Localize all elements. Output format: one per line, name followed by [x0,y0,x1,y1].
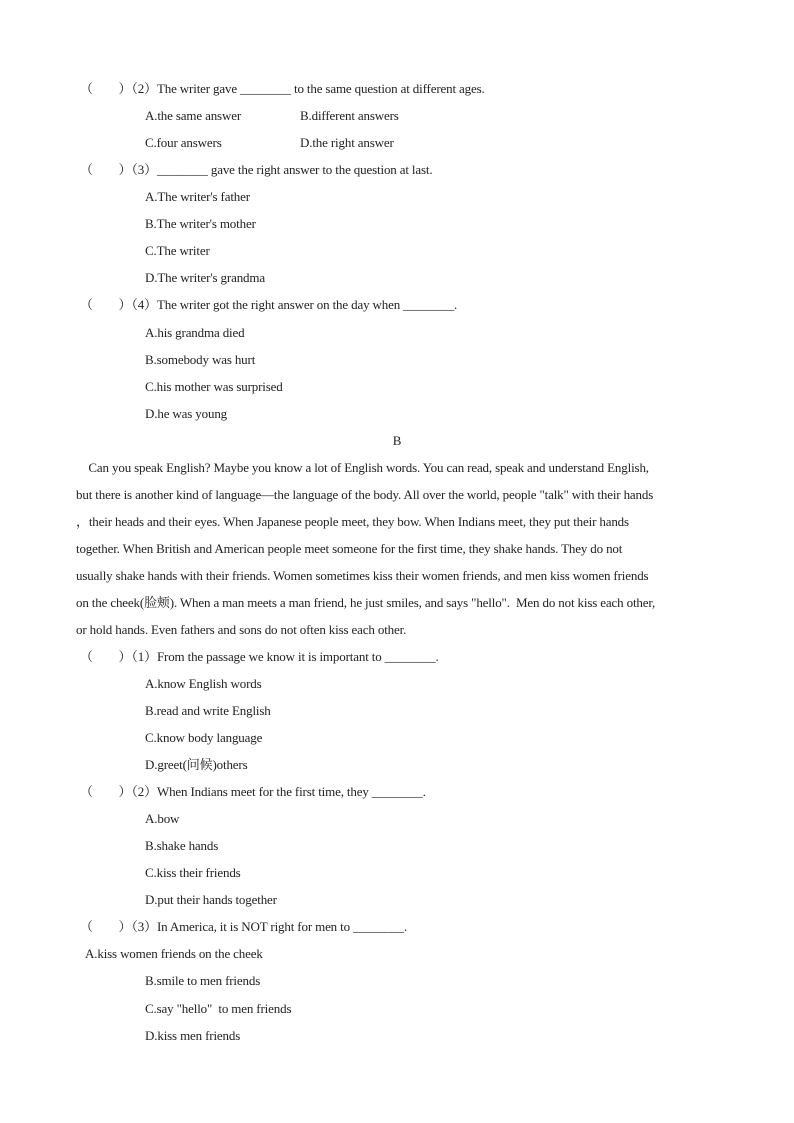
option-a3-b: B.The writer's mother [145,216,256,231]
option-b2-c: C.kiss their friends [145,865,241,880]
option-a4-b: B.somebody was hurt [145,352,256,367]
question-b2: （ ）（2）When Indians meet for the first time, they ________. [80,784,426,799]
option-a2-b: B.different answers [300,108,399,123]
question-b3: （ ）（3）In America, it is NOT right for men to ________. [80,919,407,934]
option-a2-a: A.the same answer [145,108,241,123]
option-a3-c: C.The writer [145,243,210,258]
option-b1-a: A.know English words [145,676,262,691]
option-b1-d: D.greet(问候)others [145,757,248,772]
passage-line: or hold hands. Even fathers and sons do not often kiss each other. [76,622,407,637]
option-a3-a: A.The writer's father [145,189,250,204]
question-a3: （ ）（3）________ gave the right answer to the question at last. [80,162,433,177]
option-b3-a: A.kiss women friends on the cheek [85,946,263,961]
option-a4-c: C.his mother was surprised [145,379,283,394]
passage-line: but there is another kind of language—the language of the body. All over the world, people "talk" with their hands [76,487,654,502]
option-b1-b: B.read and write English [145,703,271,718]
passage-line: together. When British and American people meet someone for the first time, they shake hands. They do not [76,541,623,556]
option-b3-c: C.say "hello" to men friends [145,1001,292,1016]
option-b1-c: C.know body language [145,730,263,745]
option-a2-c: C.four answers [145,135,222,150]
option-b3-b: B.smile to men friends [145,973,261,988]
passage-line: on the cheek(脸颊). When a man meets a man friend, he just smiles, and says "hello". Men do not kiss each other, [76,595,656,610]
option-a3-d: D.The writer's grandma [145,270,265,285]
question-b1: （ ）（1）From the passage we know it is important to ________. [80,649,439,664]
option-b2-b: B.shake hands [145,838,219,853]
option-a4-a: A.his grandma died [145,325,245,340]
passage-line: Can you speak English? Maybe you know a lot of English words. You can read, speak and understand English, [76,460,649,475]
option-b2-a: A.bow [145,811,180,826]
option-a4-d: D.he was young [145,406,228,421]
passage-line: ，their heads and their eyes. When Japanese people meet, they bow. When Indians meet, they put their hands [76,514,629,529]
question-a2: （ ）（2）The writer gave ________ to the same question at different ages. [80,81,485,96]
section-b-heading: B [392,433,402,448]
passage-line: usually shake hands with their friends. Women sometimes kiss their women friends, and men kiss women friends [76,568,649,583]
question-a4: （ ）（4）The writer got the right answer on the day when ________. [80,297,458,312]
option-a2-d: D.the right answer [300,135,394,150]
option-b3-d: D.kiss men friends [145,1028,241,1043]
option-b2-d: D.put their hands together [145,892,277,907]
